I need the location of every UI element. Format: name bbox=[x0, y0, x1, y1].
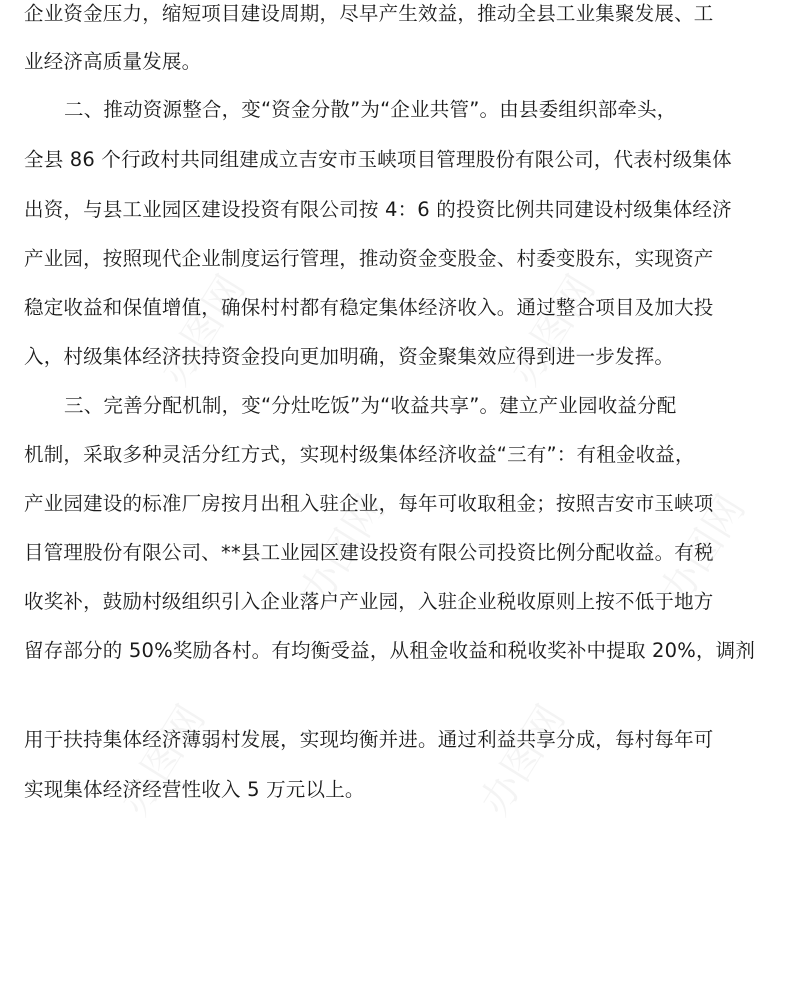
watermark bbox=[144, 263, 256, 395]
text-line: 出资，与县工业园区建设投资有限公司按 4：6 的投资比例共同建设村级集体经济 bbox=[24, 198, 732, 221]
text-line: 稳定收益和保值增值，确保村村都有稳定集体经济收入。通过整合项目及加大投 bbox=[24, 296, 714, 319]
paragraph-two-first-line: 二、推动资源整合，变“资金分散”为“企业共管”。由县委组织部牵头， bbox=[64, 98, 677, 121]
text-line: 收奖补，鼓励村级组织引入企业落户产业园，入驻企业税收原则上按不低于地方 bbox=[24, 590, 714, 613]
paragraph-three-first-line: 三、完善分配机制，变“分灶吃饭”为“收益共享”。建立产业园收益分配 bbox=[64, 394, 677, 417]
watermark bbox=[104, 693, 216, 825]
text-line: 用于扶持集体经济薄弱村发展，实现均衡并进。通过利益共享分成，每村每年可 bbox=[24, 728, 714, 751]
text-line: 全县 86 个行政村共同组建成立吉安市玉峡项目管理股份有限公司，代表村级集体 bbox=[24, 148, 732, 171]
text-line: 业经济高质量发展。 bbox=[24, 50, 202, 73]
text-line: 入，村级集体经济扶持资金投向更加明确，资金聚集效应得到进一步发挥。 bbox=[24, 345, 675, 368]
text-line: 产业园，按照现代企业制度运行管理，推动资金变股金、村委变股东，实现资产 bbox=[24, 247, 714, 270]
text-line: 机制，采取多种灵活分红方式，实现村级集体经济收益“三有”：有租金收益， bbox=[24, 443, 695, 466]
watermark bbox=[494, 263, 606, 395]
watermark bbox=[464, 693, 576, 825]
text-line: 产业园建设的标准厂房按月出租入驻企业，每年可收取租金；按照吉安市玉峡项 bbox=[24, 492, 714, 515]
text-line: 目管理股份有限公司、**县工业园区建设投资有限公司投资比例分配收益。有税 bbox=[24, 541, 714, 564]
text-line: 实现集体经济经营性收入 5 万元以上。 bbox=[24, 778, 365, 801]
text-line: 企业资金压力，缩短项目建设周期，尽早产生效益，推动全县工业集聚发展、工 bbox=[24, 2, 714, 25]
text-line: 留存部分的 50%奖励各村。有均衡受益，从租金收益和税收奖补中提取 20%，调剂 bbox=[24, 639, 756, 662]
